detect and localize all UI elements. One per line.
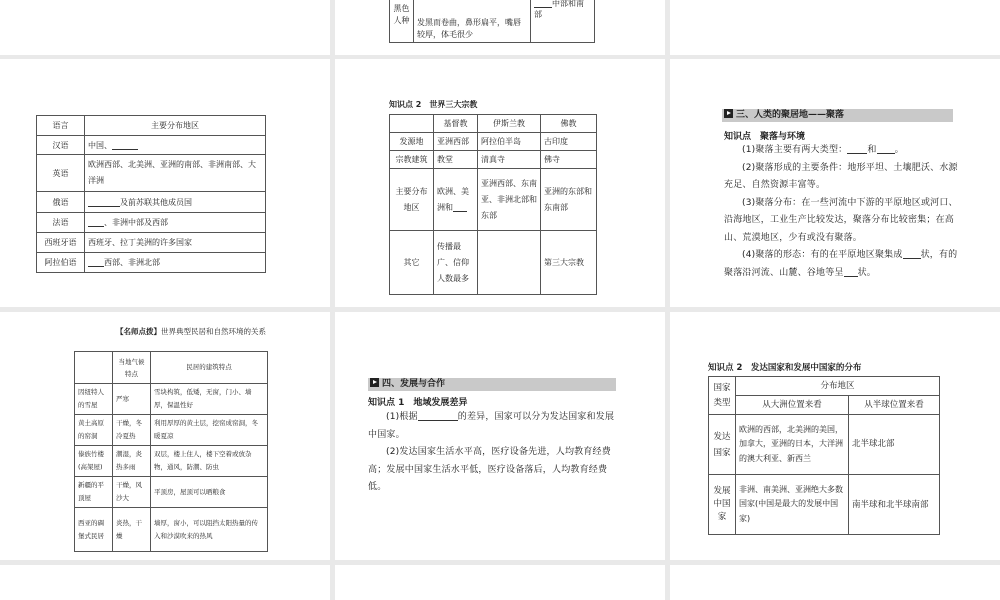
- continent-cell: 欧洲的西部，北美洲的美国，加拿大，亚洲的日本，大洋洲的澳大利亚、新西兰: [736, 415, 849, 475]
- region-cell: [85, 136, 266, 155]
- table-row: [390, 0, 595, 43]
- feature-cell: 雪块构筑，低矮，无窗，门小、墙厚，保温性好: [151, 384, 268, 415]
- slide-country-distribution: [670, 312, 1000, 560]
- table-cell: 佛寺: [541, 151, 597, 169]
- climate-cell: 炎热，干燥: [113, 508, 151, 552]
- point-2: (2)发达国家生活水平高，医疗设备先进，人均教育经费高；发展中国家生活水平低，医疗设备落后，人均教育经费低。: [368, 447, 611, 492]
- table-cell: 清真寺: [478, 151, 541, 169]
- point-2: (2)聚落形成的主要条件：地形平坦、土壤肥沃、水源充足、自然资源丰富等。: [724, 162, 958, 190]
- section-bar: [368, 378, 616, 391]
- point-1: [368, 409, 622, 444]
- region-cell: [85, 213, 266, 233]
- row-label: 宗教建筑: [390, 151, 434, 169]
- table-row: [37, 213, 266, 233]
- slide-dwellings: [0, 312, 330, 560]
- feature-cell: 墙厚，窗小，可以阻挡太阳热量的传入和沙漠吹来的热风: [151, 508, 268, 552]
- slide-settlements: [670, 59, 1000, 307]
- fill-blank: [903, 249, 921, 259]
- col-header: 伊斯兰教: [478, 115, 541, 133]
- cell-text: 欧洲、美洲和: [437, 186, 469, 212]
- col-header: 当地气候特点: [113, 352, 151, 384]
- point-1: [724, 142, 958, 160]
- fill-blank: [844, 267, 858, 277]
- feature-cell: 发黑而卷曲，鼻形扁平，嘴唇较厚，体毛很少: [414, 0, 531, 43]
- continent-cell: 非洲、南美洲、亚洲绝大多数国家(中国是最大的发展中国家): [736, 475, 849, 535]
- table-row: [37, 155, 266, 192]
- fill-blank: [88, 197, 120, 207]
- knowledge-point-title: 知识点 1 地域发展差异: [368, 398, 468, 408]
- col-header: 佛教: [541, 115, 597, 133]
- col-header: [75, 352, 113, 384]
- climate-cell: 干燥，冬冷夏热: [113, 415, 151, 446]
- religion-table: [389, 114, 597, 295]
- table-row: [390, 169, 597, 231]
- slide-1: [0, 0, 330, 55]
- fill-blank: [88, 257, 104, 267]
- table-row: [37, 136, 266, 155]
- text: 的差异，国家可以分为发达国家和发展中国家。: [368, 412, 615, 440]
- table-row: [37, 192, 266, 213]
- language-cell: 汉语: [37, 136, 85, 155]
- col-header: 基督教: [434, 115, 478, 133]
- row-label: 其它: [390, 231, 434, 295]
- text: (1)聚落主要有两大类型：: [742, 145, 848, 155]
- table-cell: 亚洲的东部和东南部: [541, 169, 597, 231]
- slide-title: 知识点 2 发达国家和发展中国家的分布: [708, 363, 862, 373]
- climate-cell: 潮湿，炎热多雨: [113, 446, 151, 477]
- slide-title: [116, 326, 266, 337]
- table-cell: 古印度: [541, 133, 597, 151]
- hemisphere-cell: 南半球和北半球南部: [849, 475, 940, 535]
- table-cell: [478, 231, 541, 295]
- slide-3: [670, 0, 1000, 55]
- slide-12: [670, 565, 1000, 600]
- slide-languages: [0, 59, 330, 307]
- language-cell: 法语: [37, 213, 85, 233]
- race-cell: 黑色人种: [390, 0, 414, 43]
- fill-blank: [112, 140, 138, 150]
- table-header-row: [390, 115, 597, 133]
- point-3: (3)聚落分布：在一些河流中下游的平原地区或河口、沿海地区，工业生产比较发达，聚落分布比较密集；在高山、荒漠地区，少有或没有聚落。: [724, 197, 958, 243]
- table-cell: 亚洲西部、东南亚、非洲北部和东部: [478, 169, 541, 231]
- race-table-fragment: [389, 0, 595, 43]
- dwelling-name: 黄土高原的窑洞: [75, 415, 113, 446]
- settlement-paragraph: [724, 142, 958, 282]
- slide-title: 知识点 2 世界三大宗教: [389, 100, 478, 109]
- dwelling-name: 西亚的碉堡式民居: [75, 508, 113, 552]
- slide-2: [335, 0, 665, 55]
- development-paragraph: [368, 409, 622, 497]
- table-cell: [434, 169, 478, 231]
- section-title: 四、发展与合作: [382, 379, 446, 389]
- table-row: [37, 253, 266, 273]
- country-table: [708, 376, 940, 535]
- table-header-row: [37, 116, 266, 136]
- slide-11: [335, 565, 665, 600]
- dwelling-name: 因纽特人的雪屋: [75, 384, 113, 415]
- slide-10: [0, 565, 330, 600]
- text: 。: [894, 145, 904, 155]
- feature-cell: 平顶房，屋顶可以晒粮食: [151, 477, 268, 508]
- table-header-row: [709, 377, 940, 396]
- table-row: [390, 133, 597, 151]
- title-tag: 【名师点拨】: [116, 327, 161, 336]
- fill-blank: [88, 217, 104, 227]
- col-header: 民居的建筑特点: [151, 352, 268, 384]
- col-header: 国家类型: [709, 377, 736, 415]
- table-subheader-row: [709, 396, 940, 415]
- text: 状。: [857, 267, 877, 278]
- fill-blank: [534, 0, 552, 8]
- language-cell: 阿拉伯语: [37, 253, 85, 273]
- region-text: 中国、: [88, 140, 112, 150]
- table-header-row: [75, 352, 268, 384]
- point-4: [724, 247, 958, 282]
- region-text: 中部和南部: [534, 0, 584, 19]
- slide-development: [335, 312, 665, 560]
- text: 状，有的聚落沿河流、山麓、谷地等呈: [724, 250, 958, 278]
- region-text: 及前苏联其他成员国: [120, 197, 192, 207]
- table-row: [709, 475, 940, 535]
- country-type: 发达国家: [709, 415, 736, 475]
- play-marker-icon: [724, 109, 733, 118]
- fill-blank: [453, 202, 467, 212]
- fill-blank: [877, 144, 895, 154]
- table-cell: 第三大宗教: [541, 231, 597, 295]
- table-row: [75, 508, 268, 552]
- col-subheader: 从半球位置来看: [849, 396, 940, 415]
- col-subheader: 从大洲位置来看: [736, 396, 849, 415]
- knowledge-point-title: 知识点 聚落与环境: [724, 132, 806, 142]
- region-cell: [85, 253, 266, 273]
- row-label: 主要分布地区: [390, 169, 434, 231]
- table-row: [75, 446, 268, 477]
- fill-blank: [847, 144, 867, 154]
- region-text: 、非洲中部及西部: [104, 218, 168, 227]
- dwelling-name: 新疆的平顶屋: [75, 477, 113, 508]
- language-cell: 俄语: [37, 192, 85, 213]
- title-text: 世界典型民居和自然环境的关系: [161, 327, 266, 336]
- language-cell: 英语: [37, 155, 85, 192]
- country-type: 发展中国家: [709, 475, 736, 535]
- col-header: 语言: [37, 116, 85, 136]
- text: 和: [867, 145, 877, 155]
- slide-religions: [335, 59, 665, 307]
- table-row: [709, 415, 940, 475]
- region-text: 西部、非洲北部: [104, 258, 160, 267]
- table-cell: 阿拉伯半岛: [478, 133, 541, 151]
- table-row: [390, 151, 597, 169]
- feature-cell: 利用厚厚的黄土层，挖窑成窑洞，冬暖夏凉: [151, 415, 268, 446]
- table-row: [75, 477, 268, 508]
- section-title: 三、人类的聚居地——聚落: [736, 110, 845, 120]
- col-header: 分布地区: [736, 377, 940, 396]
- region-cell: [85, 192, 266, 213]
- hemisphere-cell: 北半球北部: [849, 415, 940, 475]
- table-cell: 亚洲西部: [434, 133, 478, 151]
- text: (1)根据: [386, 412, 418, 422]
- region-cell: 西班牙、拉丁美洲的许多国家: [85, 233, 266, 253]
- language-table: [36, 115, 266, 273]
- table-row: [75, 415, 268, 446]
- table-row: [390, 231, 597, 295]
- climate-cell: 严寒: [113, 384, 151, 415]
- col-header: [390, 115, 434, 133]
- climate-cell: 干燥，风沙大: [113, 477, 151, 508]
- dwelling-table: [74, 351, 268, 552]
- region-cell: [531, 0, 595, 43]
- play-marker-icon: [370, 378, 379, 387]
- dwelling-name: 傣族竹楼(高架屋): [75, 446, 113, 477]
- feature-cell: 双层，楼上住人，楼下空着或放杂物，通风，防潮、防虫: [151, 446, 268, 477]
- language-cell: 西班牙语: [37, 233, 85, 253]
- section-bar: [722, 109, 953, 122]
- row-label: 发源地: [390, 133, 434, 151]
- table-cell: 教堂: [434, 151, 478, 169]
- table-cell: 传播最广、信仰人数最多: [434, 231, 478, 295]
- col-header: 主要分布地区: [85, 116, 266, 136]
- region-cell: 欧洲西部、北美洲、亚洲的南部、非洲南部、大洋洲: [85, 155, 266, 192]
- table-row: [37, 233, 266, 253]
- fill-blank: [418, 411, 458, 421]
- text: (4)聚落的形态：有的在平原地区聚集成: [742, 250, 903, 260]
- table-row: [75, 384, 268, 415]
